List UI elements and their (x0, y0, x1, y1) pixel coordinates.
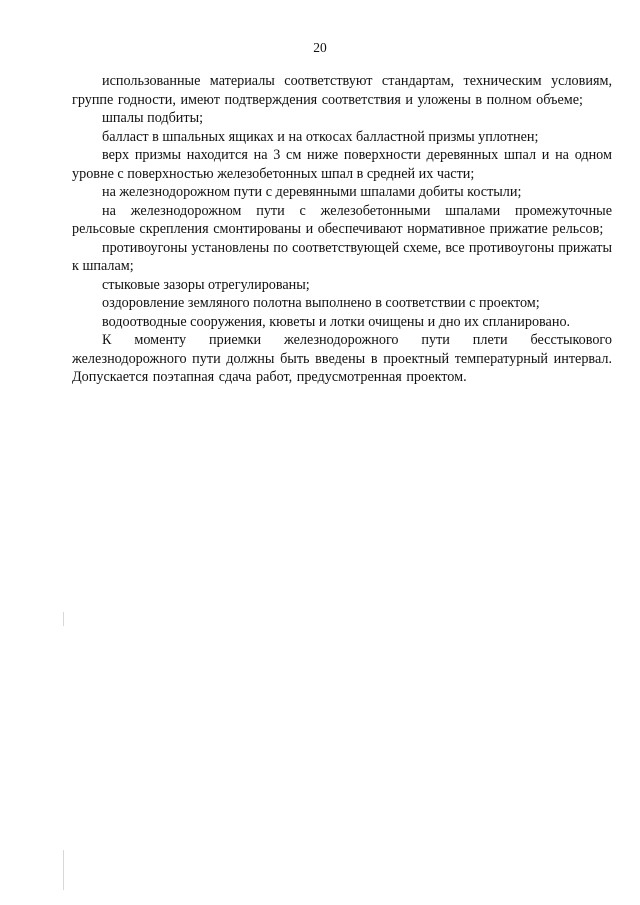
scan-margin-mark (63, 850, 64, 890)
paragraph-subgrade: оздоровление земляного полотна выполнено в соответствии с проектом; (102, 295, 540, 311)
paragraph-sleepers-tamped: шпалы подбиты; (102, 110, 204, 126)
paragraph-acceptance: К моменту приемки железнодорожного пути плети бесстыкового железнодорожного пути должны быть введены в проектный температурный интервал. Допускается поэтапная сдача работ, предусмотренная проектом. (72, 332, 612, 385)
paragraph-anti-creepers: противоугоны установлены по соответствующей схеме, все противоугоны прижаты к шпалам; (72, 239, 612, 274)
paragraph-joint-gaps: стыковые зазоры отрегулированы; (102, 276, 310, 293)
scan-margin-mark (63, 612, 64, 626)
paragraph-spikes-driven: на железнодорожном пути с деревянными шпалами добиты костыли; (102, 184, 522, 200)
document-body (72, 72, 612, 387)
paragraph-rail-fastenings: на железнодорожном пути с железобетонными шпалами промежуточные рельсовые скрепления смонтированы и обеспечивают нормативное прижатие рельсов; (72, 202, 612, 237)
page-number: 20 (313, 40, 327, 55)
paragraph-drainage: водоотводные сооружения, кюветы и лотки очищены и дно их спланировано. (102, 313, 571, 330)
paragraph-materials: использованные материалы соответствуют стандартам, техническим условиям, группе годности, имеют подтверждения соответствия и уложены в полном объеме; (72, 73, 612, 108)
paragraph-prism-top: верх призмы находится на 3 см ниже поверхности деревянных шпал и на одном уровне с поверхностью железобетонных шпал в средней их части; (72, 147, 612, 182)
paragraph-ballast-compacted: балласт в шпальных ящиках и на откосах балластной призмы уплотнен; (102, 128, 539, 145)
